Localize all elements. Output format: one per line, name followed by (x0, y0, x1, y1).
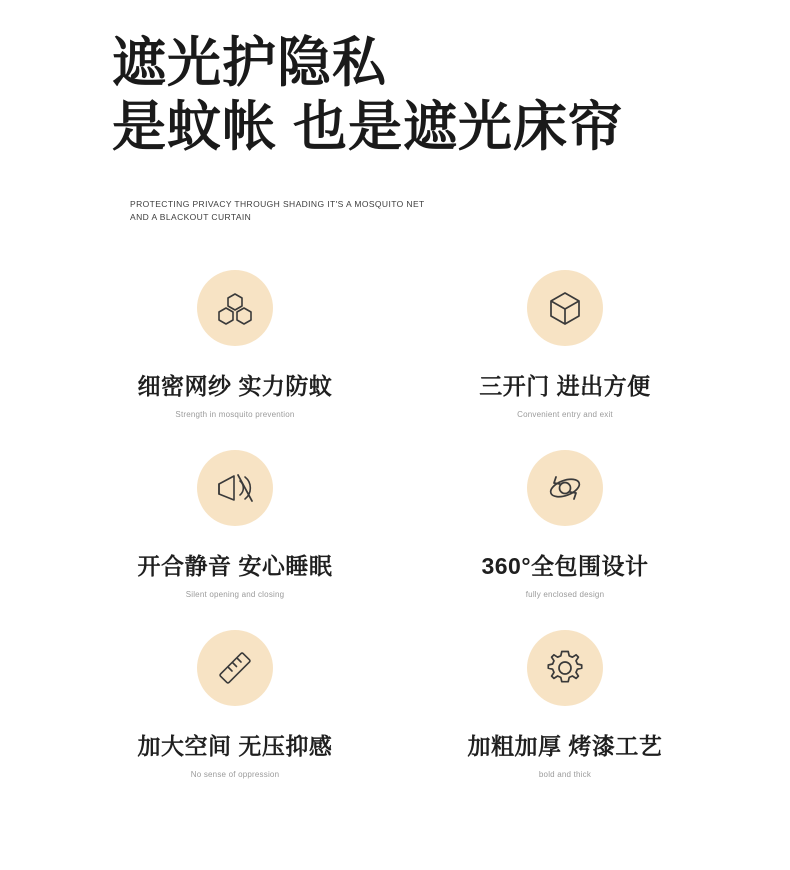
cube-box-icon (527, 270, 603, 346)
feature-item (400, 270, 730, 450)
subheadline-english: PROTECTING PRIVACY THROUGH SHADING IT'S A MOSQUITO NET AND A BLACKOUT CURTAIN (130, 199, 425, 222)
silent-slide-icon (197, 450, 273, 526)
headline-line-2: 是蚊帐 也是遮光床帘 (112, 97, 624, 157)
feature-subtitle: No sense of oppression (190, 770, 280, 779)
feature-title: 加大空间 无压抑感 (137, 733, 333, 759)
feature-subtitle: Strength in mosquito prevention (175, 410, 295, 419)
feature-subtitle: bold and thick (538, 770, 592, 779)
honeycomb-mesh-icon (197, 270, 273, 346)
feature-item (70, 450, 400, 630)
feature-title: 360°全包围设计 (481, 553, 649, 579)
feature-item (70, 270, 400, 450)
feature-subtitle: Silent opening and closing (185, 590, 285, 599)
feature-item (400, 630, 730, 810)
feature-item (70, 630, 400, 810)
headline-line-1: 遮光护隐私 (112, 33, 387, 93)
feature-title: 开合静音 安心睡眠 (137, 553, 333, 579)
feature-title: 三开门 进出方便 (479, 373, 651, 399)
feature-item (400, 450, 730, 630)
feature-title: 细密网纱 实力防蚊 (137, 373, 333, 399)
ruler-icon (197, 630, 273, 706)
feature-grid (70, 270, 730, 810)
rotate-360-icon (527, 450, 603, 526)
feature-title: 加粗加厚 烤漆工艺 (467, 733, 663, 759)
feature-subtitle: fully enclosed design (525, 590, 605, 599)
feature-subtitle: Convenient entry and exit (517, 410, 613, 419)
gear-icon (527, 630, 603, 706)
page-title (112, 34, 732, 156)
